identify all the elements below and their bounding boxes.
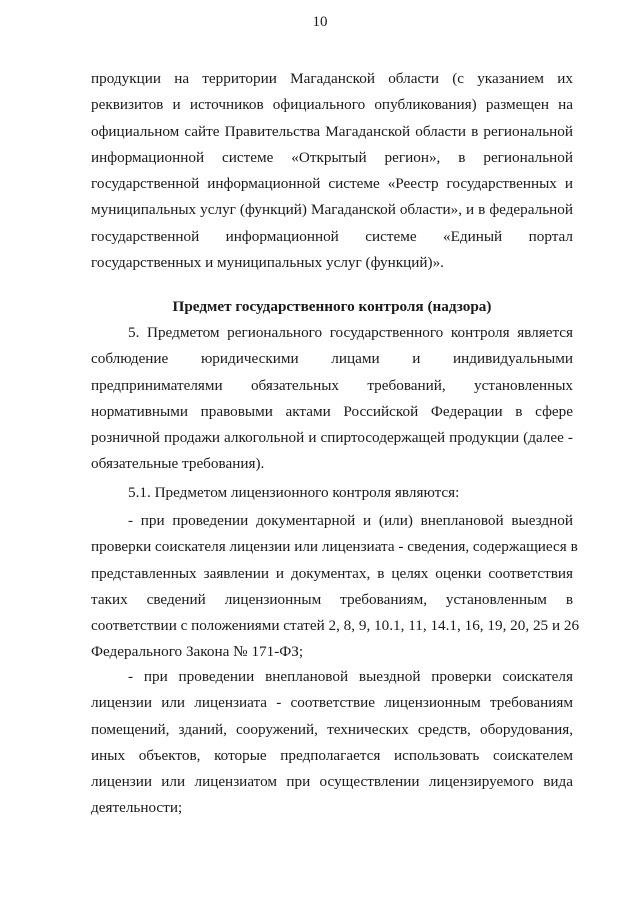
text-line: лицензии или лицензиата - соответствие лицензионным требованиям [91,694,573,712]
bullet-onsite-inspection [91,664,573,822]
text-line: нормативными правовыми актами Российской Федерации в сфере [91,402,573,420]
text-line: государственной информационной системе «Единый портал [91,227,573,245]
text-line: розничной продажи алкогольной и спиртосодержащей продукции (далее - [91,429,573,447]
page-number: 10 [312,14,328,30]
text-line: реквизитов и источников официального опубликования) размещен на [91,96,573,114]
section-heading: Предмет государственного контроля (надзора) [172,298,492,315]
text-line: иных объектов, которые предполагается использовать соискателем [91,746,573,764]
text-line: информационной системе «Открытый регион», в региональной [91,148,573,166]
text-line: - при проведении внеплановой выездной проверки соискателя [128,668,573,685]
text-line: Федерального Закона № 171-ФЗ; [91,643,304,661]
text-line: представленных заявлении и документах, в целях оценки соответствия [91,564,573,582]
section-heading-block [91,294,573,320]
text-line: официальном сайте Правительства Магаданской области в региональной [91,122,573,140]
text-line: 5.1. Предметом лицензионного контроля являются: [128,484,460,501]
text-line: - при проведении документарной и (или) внеплановой выездной [128,512,573,529]
paragraph-continuation [91,66,573,276]
text-line: государственных и муниципальных услуг (функций)». [91,254,444,272]
text-line: муниципальных услуг (функций) Магаданской области», и в федеральной [91,201,573,219]
text-line: лицензии или лицензиатом при осуществлении лицензируемого вида [91,773,573,791]
paragraph-5-1 [91,480,573,506]
text-line: продукции на территории Магаданской области (с указанием их [91,70,573,87]
bullet-documentary-inspection [91,508,580,666]
text-line: государственной информационной системе «Реестр государственных и [91,175,573,193]
text-line: помещений, зданий, сооружений, технических средств, оборудования, [91,720,573,738]
text-line: обязательные требования). [91,455,265,473]
text-line: таких сведений лицензионным требованиям, установленным в [91,590,573,608]
text-line: предпринимателями обязательных требований, установленных [91,376,573,394]
text-line: 5. Предметом регионального государственного контроля является [128,324,573,341]
text-line: проверки соискателя лицензии или лицензиата - сведения, содержащиеся в [91,538,578,556]
text-line: соответствии с положениями статей 2, 8, 9, 10.1, 11, 14.1, 16, 19, 20, 25 и 26 [91,617,580,635]
text-line: соблюдение юридическими лицами и индивидуальными [91,350,573,368]
paragraph-5 [91,320,573,478]
text-line: деятельности; [91,799,183,817]
